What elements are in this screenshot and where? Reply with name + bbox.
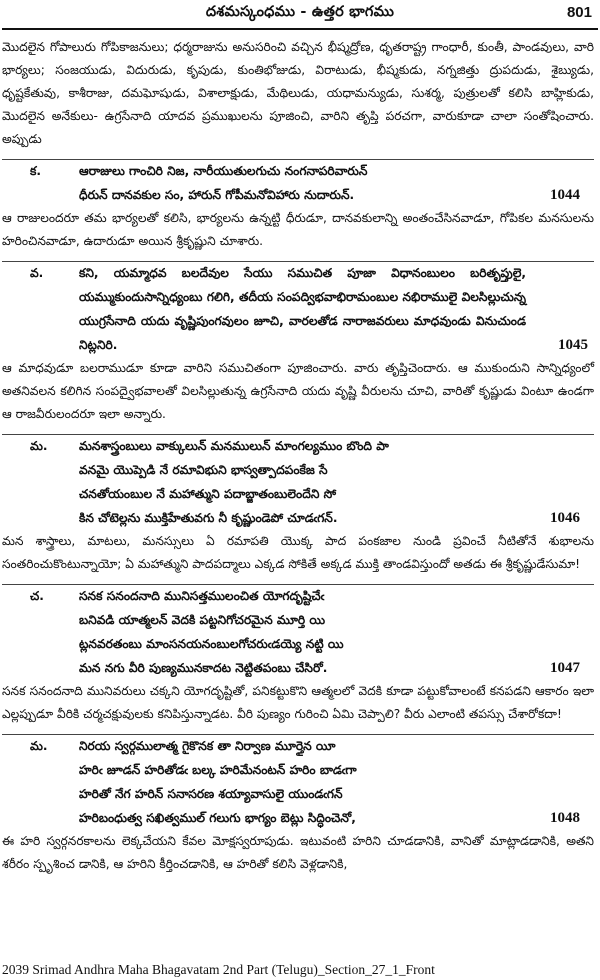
verse-line: ట్లనవరతంబు మాంసనయనంబులగోచరుఁడయ్యె నట్టి యి (79, 637, 344, 651)
verse-line: నిరయ స్వర్గములాత్మ గైకొనక తా నిర్వాణ మూర్తైన యీ (79, 739, 336, 753)
verse-divider (2, 261, 594, 262)
verse-number: 1046 (550, 510, 580, 526)
verse-line: బనివడి యాత్మలన్ వెదకి పట్టనిగోచరమైన మూర్తి యి (79, 613, 326, 627)
verse-meter: వ. (30, 266, 44, 280)
verse-block (2, 584, 594, 680)
page-number: 801 (566, 4, 592, 21)
verse-line-last (79, 806, 586, 830)
verse-block (2, 734, 594, 830)
verse-divider (2, 434, 594, 435)
verse-line-text: మన నగు వీరి పుణ్యమునకాదట నెట్టితపంబు చేసిరో. (79, 661, 328, 675)
verse-line-text: హరిబంధుత్వ సఖిత్వముల్ గలుగు భాగ్యం బెట్లు సిద్ధించెనో, (79, 811, 356, 825)
verse-line: హరిఁ జూడన్ హరితోడఁ బల్క హరిమేనంటన్ హరిం బాడఁగా (79, 763, 357, 777)
verse-line-text: ధీరున్ దానవకుల సం, హారున్ గోపీమనోవిహారు నుదారున్. (79, 188, 355, 202)
verse-meter: మ. (30, 739, 48, 753)
header-rule (2, 28, 598, 30)
verse-line-last (79, 183, 586, 207)
verse-meaning: సనక సనందనాది మునివరులు చక్కని యోగదృష్టితో, పనికట్టుకొని ఆత్మలలో వెదకి కూడా పట్టుకోవాలంటే కనపడని ఆకారం ఇలా ఎల్లప్పుడూ వీరికి చర్మచక్షువులకు కనిపిస్తున్నాడట. వీరి పుణ్యం గురించి ఏమి చెప్పాలి? వీరు ఎలాంటి తపస్సు చేశారోకదా! (2, 684, 594, 721)
verse-meaning: మన శాస్త్రాలు, మాటలు, మనస్సులు ఏ రమాపతి యొక్క పాద పంకజాల నుండి ప్రవించే నీటితోనే శుభాలను సంతరించుకొంటున్నాయో; ఏ మహాత్ముని పాదపద్మాలు ఎక్కడ సోకితే అక్కడ ముక్తి తాండవిస్తుందో అతడు ఈ శ్రీకృష్ణుడేసుమా! (2, 534, 594, 571)
verse-block (2, 159, 594, 207)
verse-line: సనక సనందనాది మునిసత్తములంచిత యోగదృష్టిచేఁ (79, 589, 325, 603)
verse-meaning: ఆ రాజులందరూ తమ భార్యలతో కలిసి, భార్యలను ఉన్నట్టి ధీరుడూ, దానవకులాన్ని అంతంచేసినవాడూ, గోపికల మనసులను హరించినవాడూ, ఉదారుడూ అయిన శ్రీకృష్ణుని చూశారు. (2, 211, 594, 248)
verse-meter: క. (30, 164, 41, 178)
chapter-title: దశమస్కంధము - ఉత్తర భాగము (205, 4, 395, 20)
verse-meter: మ. (30, 439, 48, 453)
verse-line: వనమై యొప్పెడి నే రమావిభుని భాస్వత్పాదపంకేజ సే (79, 463, 328, 477)
verse-line: కని, యమ్మాధవ బలదేవుల సేయు సముచిత పూజా విధానంబులం బరితృప్తులై, యమ్ముకుందుసాన్నిధ్యంబు గలిగి, తదీయ సంపద్విభవాభిరామంబుల నభిరాములై విలసిల్లుచున్న యుగ్రసేనాది యదు వృష్ణిపుంగవులం జూచి, వారలతోడ నారాజవరులు మాధవుండు వినుచుండ నిట్లనిరి. (79, 266, 526, 352)
page-body (2, 36, 594, 876)
verse-divider (2, 159, 594, 160)
verse-divider (2, 584, 594, 585)
verse-block (2, 261, 594, 357)
verse-line: హరితో నేగ హరిన్ సనాసరణ శయ్యావాసులై యుండఁగన్ (79, 787, 343, 801)
verse-divider (2, 734, 594, 735)
verse-number: 1044 (550, 187, 580, 203)
verse-block (2, 434, 594, 530)
footer-caption: 2039 Srimad Andhra Maha Bhagavatam 2nd Part (Telugu)_Section_27_1_Front (2, 962, 435, 977)
verse-line-last (79, 656, 586, 680)
verse-line: చనతోయంబుల నే మహాత్ముని పదాబ్జాతంబులెందేని సో (79, 487, 337, 501)
verse-line: మనశాస్త్రంబులు వాక్కులున్ మనములున్ మాంగల్యముం బొంది పా (79, 439, 389, 453)
verse-number: 1045 (558, 337, 588, 353)
verse-line-last (79, 506, 586, 530)
verse-meter: చ. (30, 589, 44, 603)
verse-line: ఆరాజులు గాంచిరి నిజ, నారీయుతులగుచు నంగనాపరివారున్ (79, 164, 368, 178)
page-header (0, 0, 600, 30)
verse-meaning: ఆ మాధవుడూ బలరాముడూ కూడా వారిని సముచితంగా పూజించారు. వారు తృప్తిచెందారు. ఆ ముకుందుని సాన్నిధ్యంలో అతనివలన కలిగిన సంపద్వైభవాలతో విలసిల్లుతున్న ఉగ్రసేనాది యదు వృష్ణి వీరులను చూచి, వారితో కృష్ణుడు వింటూ ఉండగా ఆ రాజవీరులందరూ ఇలా అన్నారు. (2, 361, 594, 421)
verse-number: 1047 (550, 660, 580, 676)
verse-number: 1048 (550, 810, 580, 826)
verse-meaning: ఈ హరి స్వర్గనరకాలను లెక్కచేయని కేవల మోక్షస్వరూపుడు. ఇటువంటి హరిని చూడడానికి, వానితో మాట్లాడడానికి, అతని శరీరం స్పృశించ డానికి, ఆ హరిని కీర్తించడానికి, ఆ హరితో కలిసి వెళ్లడానికి, (2, 834, 594, 871)
intro-paragraph: మొదలైన గోపాలురు గోపికాజనులు; ధర్మరాజును అనుసరించి వచ్చిన భీష్మద్రోణ, ధృతరాష్ట్ర గాంధారీ, కుంతీ, పాండవులు, వారి భార్యలు; సంజయుడు, విదురుడు, కృపుడు, కుంతిభోజుడు, విరాటుడు, భీష్మకుడు, నగ్నజిత్తు ద్రుపదుడు, శైబ్యుడు, ధృష్టకేతువు, కాశీరాజు, దమఘోషుడు, విశాలాక్షుడు, మేథిలుడు, యధామన్యుడు, సుశర్మ, పుత్రులతో కలిసి బాహ్లికుడు, మొదలైన అనేకులు- ఉగ్రసేనాది యాదవ ప్రముఖులను పూజించి, వారిని తృప్తి పరచగా, వారుకూడా చాలా సంతోషించారు. అప్పుడు (2, 40, 594, 146)
verse-line-text: కిన చోటెల్లను ముక్తిహేతువగు నీ కృష్ణుండెపో చూడఁగన్. (79, 511, 338, 525)
